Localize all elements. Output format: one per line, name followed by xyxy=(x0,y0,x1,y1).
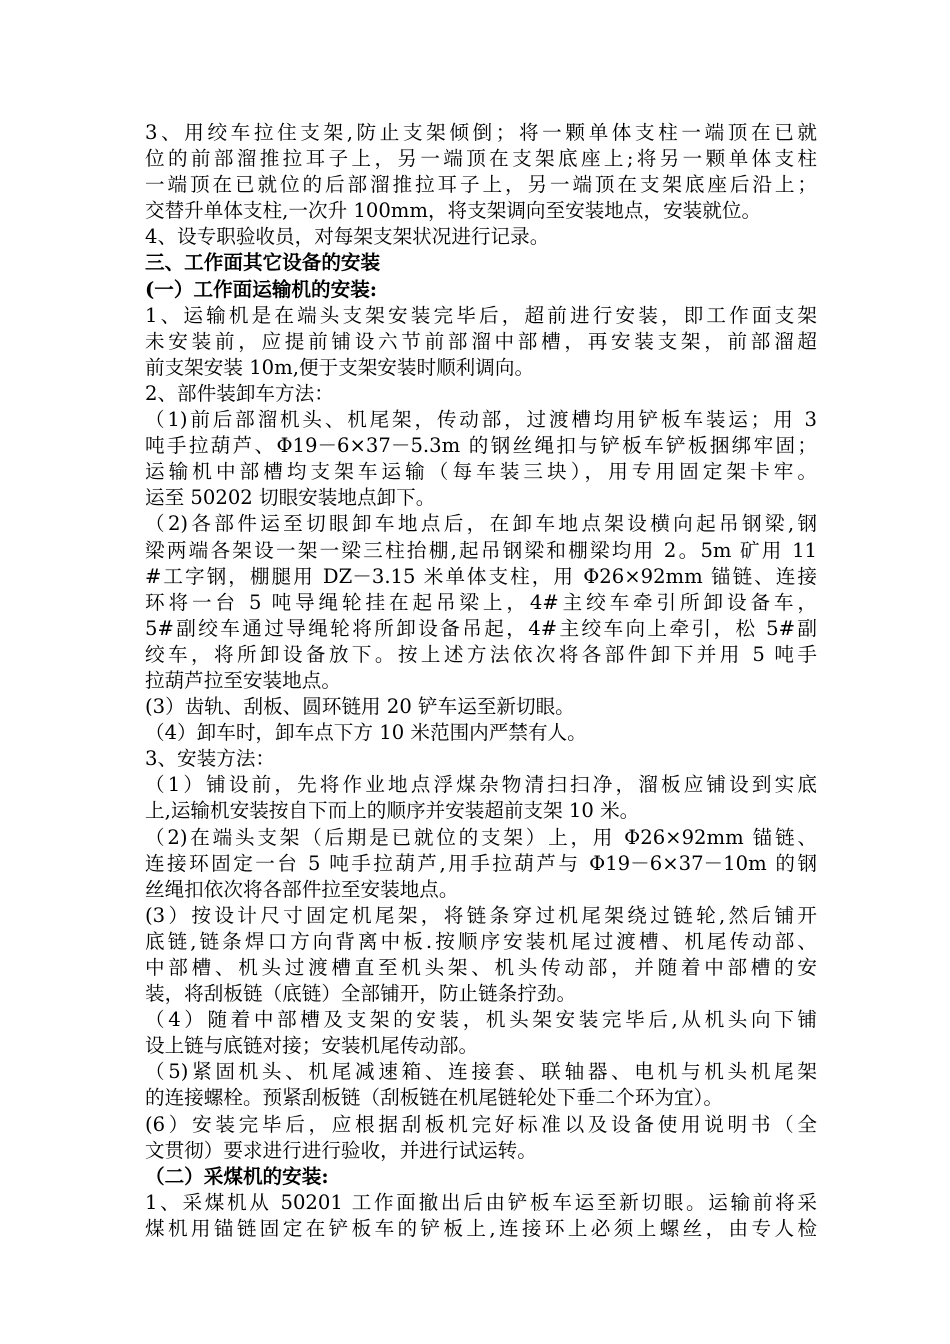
paragraph xyxy=(145,772,817,824)
text-line: 绞车，将所卸设备放下。按上述方法依次将各部件卸下并用 5 吨手 xyxy=(145,642,817,666)
paragraph xyxy=(145,120,817,224)
paragraph xyxy=(145,407,817,511)
text-line: 装，将刮板链（底链）全部铺开，防止链条拧劲。 xyxy=(145,982,577,1006)
text-line: 运输机中部槽均支架车运输（每车装三块），用专用固定架卡牢。 xyxy=(145,460,817,484)
text-line: （5)紧固机头、机尾减速箱、连接套、联轴器、电机与机头机尾架 xyxy=(145,1060,817,1084)
text-line: (6）安装完毕后，应根据刮板机完好标准以及设备使用说明书（全 xyxy=(145,1112,817,1136)
text-line: (3）齿轨、刮板、圆环链用 20 铲车运至新切眼。 xyxy=(145,695,575,719)
section-heading: （二）采煤机的安装: xyxy=(145,1164,329,1188)
text-line: 文贯彻）要求进行进行验收，并进行试运转。 xyxy=(145,1138,537,1162)
text-line: 未安装前，应提前铺设六节前部溜中部槽，再安装支架，前部溜超 xyxy=(145,329,817,353)
text-line: 环将一台 5 吨导绳轮挂在起吊梁上，4#主绞车牵引所卸设备车， xyxy=(145,590,817,614)
text-line: 2、部件装卸车方法： xyxy=(145,381,334,405)
paragraph xyxy=(145,720,817,746)
text-line: 5#副绞车通过导绳轮将所卸设备吊起，4#主绞车向上牵引，松 5#副 xyxy=(145,616,817,640)
text-line: 1、运输机是在端头支架安装完毕后，超前进行安装，即工作面支架 xyxy=(145,303,817,327)
paragraph xyxy=(145,224,817,250)
paragraph xyxy=(145,511,817,694)
paragraph xyxy=(145,694,817,720)
paragraph xyxy=(145,825,817,903)
text-line: （2)在端头支架（后期是已就位的支架）上，用 Φ26×92mm 锚链、 xyxy=(145,825,817,849)
paragraph xyxy=(145,1190,817,1242)
text-line: 前支架安装 10m,便于支架安装时顺利调向。 xyxy=(145,355,535,379)
text-line: 4、设专职验收员，对每架支架状况进行记录。 xyxy=(145,225,550,249)
text-line: 中部槽、机头过渡槽直至机头架、机头传动部，并随着中部槽的安 xyxy=(145,956,817,979)
text-line: （4）随着中部槽及支架的安装，机头架安装完毕后,从机头向下铺 xyxy=(145,1008,817,1032)
text-line: （1）铺设前，先将作业地点浮煤杂物清扫扫净，溜板应铺设到实底 xyxy=(145,773,817,797)
text-line: 设上链与底链对接；安装机尾传动部。 xyxy=(145,1034,479,1058)
text-line: 丝绳扣依次将各部件拉至安装地点。 xyxy=(145,877,459,901)
text-line: 上,运输机安装按自下而上的顺序并安装超前支架 10 米。 xyxy=(145,799,640,823)
paragraph xyxy=(145,1007,817,1059)
paragraph xyxy=(145,303,817,381)
text-line: （1)前后部溜机头、机尾架，传动部，过渡槽均用铲板车装运；用 3 xyxy=(145,408,817,432)
text-line: 拉葫芦拉至安装地点。 xyxy=(145,668,341,692)
paragraph xyxy=(145,903,817,1007)
text-line: 一端顶在已就位的后部溜推拉耳子上，另一端顶在支架底座后沿上； xyxy=(145,173,817,197)
paragraph xyxy=(145,1059,817,1111)
paragraph xyxy=(145,1112,817,1164)
paragraph xyxy=(145,381,817,407)
text-line: 连接环固定一台 5 吨手拉葫芦,用手拉葫芦与 Φ19－6×37－10m 的钢 xyxy=(145,851,817,875)
text-line: 1、采煤机从 50201 工作面撤出后由铲板车运至新切眼。运输前将采 xyxy=(145,1190,817,1214)
text-line: 交替升单体支柱,一次升 100mm，将支架调向至安装地点，安装就位。 xyxy=(145,199,762,223)
text-line: 梁两端各架设一架一梁三柱抬棚,起吊钢梁和棚梁均用 2。5m 矿用 11 xyxy=(145,538,817,562)
paragraph xyxy=(145,746,817,772)
text-line: （4）卸车时，卸车点下方 10 米范围内严禁有人。 xyxy=(145,721,587,745)
text-line: 煤机用锚链固定在铲板车的铲板上,连接环上必须上螺丝，由专人检 xyxy=(145,1216,817,1240)
text-line: 3、安装方法： xyxy=(145,747,276,771)
text-line: 位的前部溜推拉耳子上，另一端顶在支架底座上;将另一颗单体支柱 xyxy=(145,147,817,171)
document-body xyxy=(145,120,817,1242)
text-line: 3、用绞车拉住支架,防止支架倾倒；将一颗单体支柱一端顶在已就 xyxy=(145,121,817,144)
text-line: #工字钢，棚腿用 DZ－3.15 米单体支柱，用 Φ26×92mm 锚链、连接 xyxy=(145,564,817,588)
text-line: 吨手拉葫芦、Φ19－6×37－5.3m 的钢丝绳扣与铲板车铲板捆绑牢固； xyxy=(145,434,817,458)
text-line: 运至 50202 切眼安装地点卸下。 xyxy=(145,486,436,510)
section-heading: 三、工作面其它设备的安装 xyxy=(145,251,381,275)
text-line: (3）按设计尺寸固定机尾架，将链条穿过机尾架绕过链轮,然后铺开 xyxy=(145,903,817,927)
section-heading: (一）工作面运输机的安装: xyxy=(145,277,378,301)
text-line: 的连接螺栓。预紧刮板链（刮板链在机尾链轮处下垂二个环为宜）。 xyxy=(145,1086,724,1110)
text-line: （2)各部件运至切眼卸车地点后，在卸车地点架设横向起吊钢梁,钢 xyxy=(145,512,817,536)
text-line: 底链,链条焊口方向背离中板.按顺序安装机尾过渡槽、机尾传动部、 xyxy=(145,929,817,953)
